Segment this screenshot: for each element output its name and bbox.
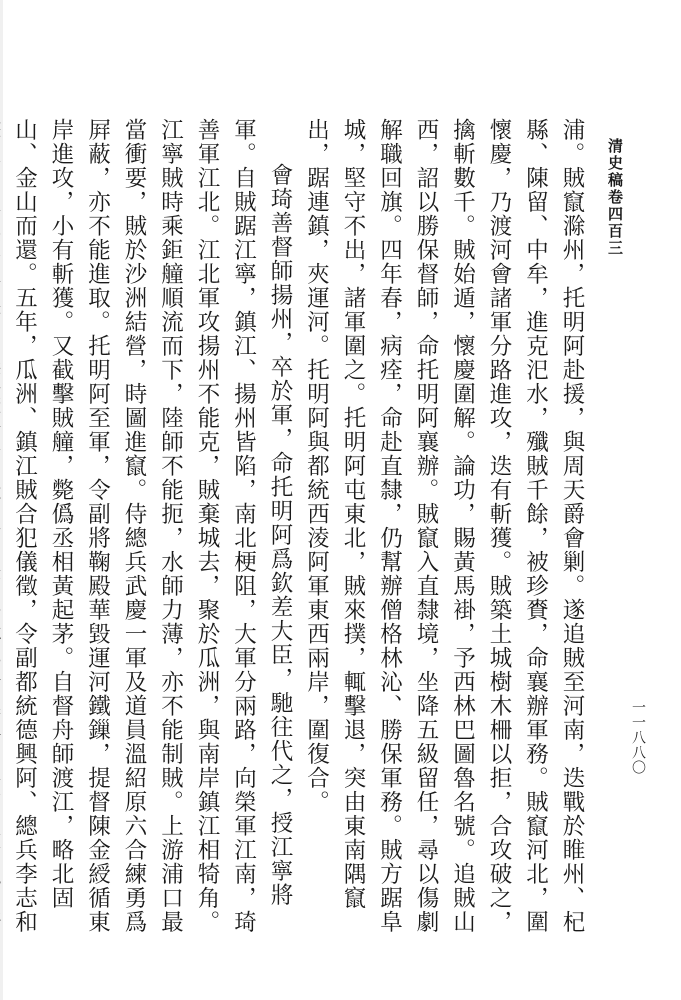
body-text xyxy=(11,118,590,948)
paragraph-2: 會琦善督師揚州，卒於軍，命托明阿爲欽差大臣，馳往代之，授江寧將軍。自賊踞江寧，鎮江、揚州皆陷，南北梗阻，大軍分兩路，向榮軍江南，琦善軍江北。江北軍攻揚州不能克，賊棄城去，聚於瓜洲，與南岸鎮江相犄角。江寧賊時乘鉅艟順流而下，陸師不能扼，水師力薄，亦不能制賊。上游浦口最當衝要，賊於沙洲結營，時圖進竄。侍總兵武慶一軍及道員溫紹原六合練勇爲屛蔽，亦不能進取。托明阿至軍，令副將鞠殿華毀運河鐵鏁，提督陳金綬循東岸進攻，小有斬獲。又截擊賊艟，斃僞丞相黃起茅。自督舟師渡江，略北固山、金山而還。五年，瓜洲、鎮江賊合犯儀徵，令副都統德興阿、總兵李志和 xyxy=(11,118,293,934)
page-number: 一一八八〇 xyxy=(630,700,646,775)
running-header-title: 清史稿卷四百三 xyxy=(606,138,624,257)
paragraph-1: 浦。賊竄滁州，托明阿赴援，與周天爵會剿。遂追賊至河南，迭戰於睢州、杞縣、陳留、中牟，進克汜水，殲賊千餘，被珍賚，命襄辦軍務。賊竄河北，圍懷慶，乃渡河會諸軍分路進攻，迭有斬獲。賊築土城樹木柵以拒，合攻破之，擒斬數千。賊始遁，懷慶圍解。論功，賜黃馬褂，予西林巴圖魯名號。追賊山西，詔以勝保督師，命托明阿襄辦。賊竄入直隸境，坐降五級留任，尋以傷劇解職回旗。四年春，病痊，命赴直隸，仍幫辦僧格林沁、勝保軍務。賊方踞阜城，堅守不出，諸軍圍之。托明阿屯東北，賊來撲，輒擊退，突由東南隅竄出，踞連鎮，夾運河。托明阿與都統西淩阿軍東西兩岸，圍復合。 xyxy=(303,118,585,934)
